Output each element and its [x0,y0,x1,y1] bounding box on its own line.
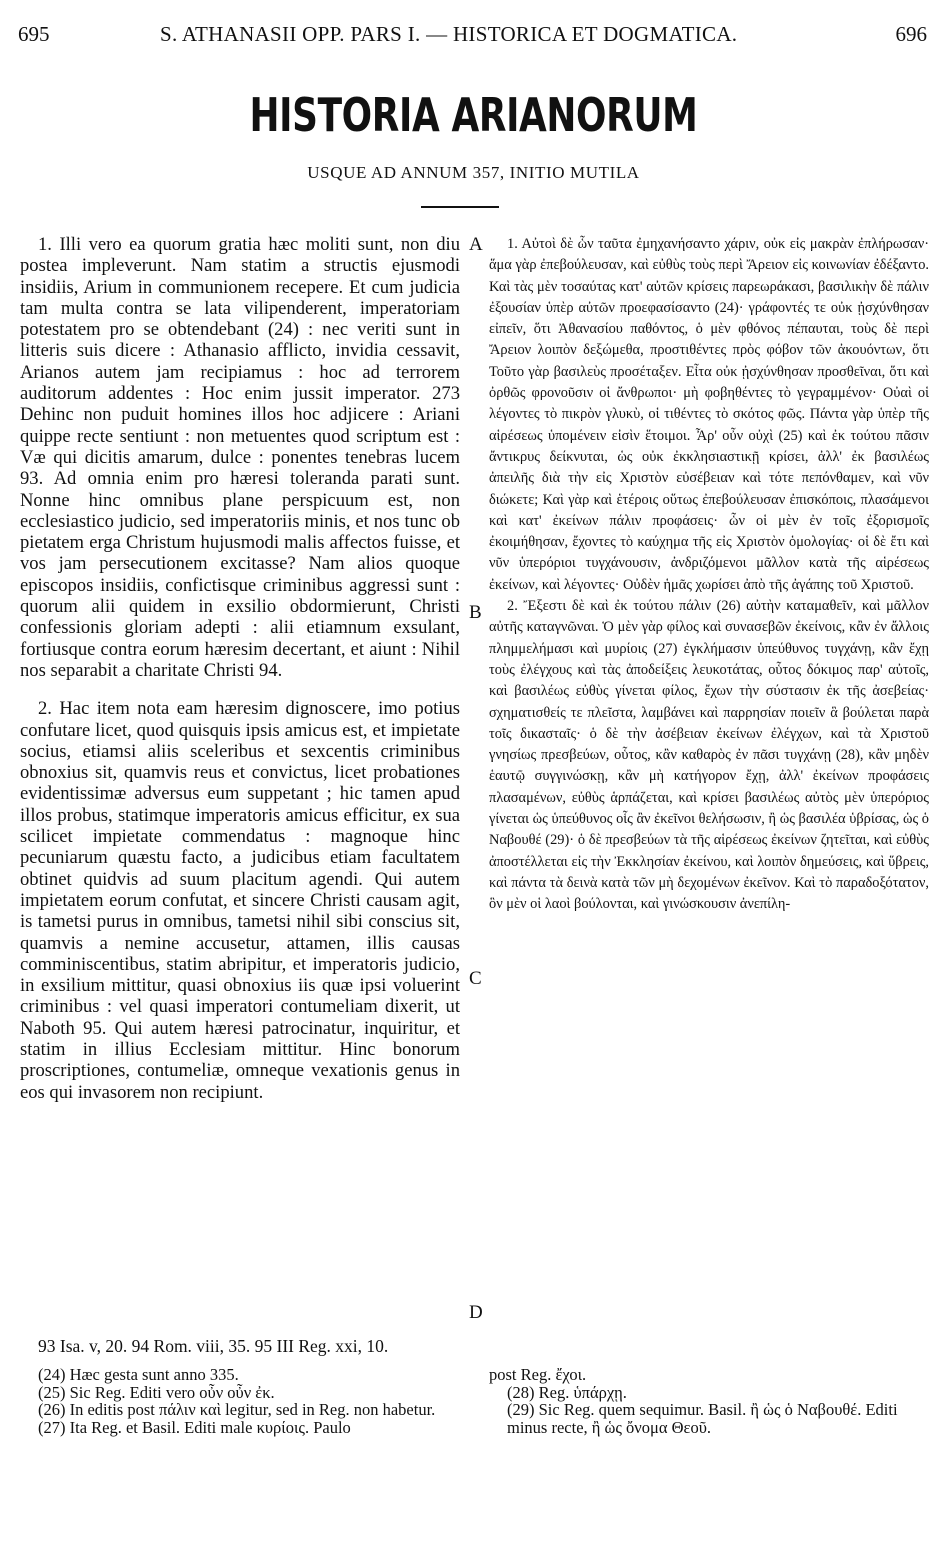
footnotes-left [38,1366,463,1436]
footnote-29: (29) Sic Reg. quem sequimur. Basil. ἢ ὡς ὁ Ναβουθέ. Editi minus recte, ἢ ὡς ὄνομα Θεοῦ. [507,1400,898,1437]
title-rule [421,206,499,208]
running-header [0,22,947,52]
margin-letter-c: C [469,968,482,989]
footnote-26: (26) In editis post πάλιν καὶ legitur, sed in Reg. non habetur. [38,1400,436,1419]
page-subtitle: USQUE AD ANNUM 357, INITIO MUTILA [307,163,640,182]
greek-column [489,234,929,916]
footnote-28: (28) Reg. ὑπάρχῃ. [507,1382,627,1402]
footnote-27-continued: post Reg. ἔχοι. [489,1365,587,1384]
latin-paragraph-2: 2. Hac item nota eam hæresim dignoscere, imo potius confutare licet, quod quisquis ipsis amicus est, et impietate socius, etiamsi aliis sceleribus et sexcentis criminibus obnoxius sit, quamvis reus et convictus, licet probationes evidentissimæ adversus eum suppetant ; hic tamen apud illos probus, statimque imperatoris amicus efficitur, ex sua scilicet impietate commendatus : magnoque hinc pecuniarum quæstu facto, a judicibus etiam facultatem obtinet quidvis ad suum placitum agendi. Qui autem impietatem eorum confutat, et sincere Christi causam agit, is tametsi purus in omnibus, tametsi nihil sibi conscius sit, quamvis a nemine accusetur, attamen, illis causas comminiscentibus, statim abripitur, et imperatoris judicio, in exsilium mittitur, quasi obnoxius iis quæ ipsi voluerint criminibus : vel quasi imperatori contumeliam dixerit, ut Naboth 95. Qui autem hæresi patrocinatur, inquiritur, et statim in illius Ecclesiam mittitur. Hinc bonorum proscriptiones, contumeliæ, omneque vexationis genus in eos qui invasorem non recipiunt. [20,698,460,1103]
greek-paragraph-1: 1. Αὐτοὶ δὲ ὧν ταῦτα ἐμηχανήσαντο χάριν, οὐκ εἰς μακρὰν ἐπλήρωσαν· ἅμα γὰρ ἐπεβούλευσαν, καὶ εὐθὺς τοὺς περὶ Ἄρειον εἰς κοινωνίαν ἐδέξαντο. Καὶ τὰς μὲν τοσαύτας κατ' αὐτῶν κρίσεις παρεωράκασι, βασιλικὴν δὲ πάλιν ἐξουσίαν ὑπὲρ αὐτῶν προεφασίσαντο (24)· γράφοντές τε οὐκ ᾐσχύνθησαν εἰπεῖν, ὅτι Ἀθανασίου παθόντος, ὁ μὲν φθόνος πέπαυται, τοὺς δὲ περὶ Ἄρειον λοιπὸν δεξώμεθα, προστιθέντες πρὸς φόβον τῶν ἀκουόντων, ὅτι Τοῦτο γὰρ βασιλεὺς προσέταξεν. Εἶτα οὐκ ᾐσχύνθησαν προσθεῖναι, ὅτι καὶ ὀρθῶς φρονοῦσιν οἱ ἄνθρωποι· μὴ φοβηθέντες τὸ γεγραμμένον· Οὐαὶ οἱ λέγοντες τὸ πικρὸν γλυκὺ, οἱ τιθέντες τὸ σκότος φῶς. Πάντα γὰρ ὑπὲρ τῆς αἱρέσεως ὑπομένειν εἰσὶν ἕτοιμοι. Ἆρ' οὖν οὐχὶ (25) καὶ ἐκ τούτου πᾶσιν ἄντικρυς δείκνυται, ὡς οὐκ ἐκκλησιαστικῇ κρίσει, ἀλλ' ἐκ βασιλέως ἀπειλῆς διὰ τὴν εἰς Χριστὸν εὐσέβειαν καὶ τότε πεπόνθαμεν, καὶ νῦν διώκετε; Καὶ γὰρ καὶ ἑτέροις οὕτως ἐπεβούλευσαν ἐπισκόποις, πλασάμενοι καὶ κατ' ἐκείνων πάλιν προφάσεις· ὧν οἱ μὲν ἐν τοῖς ἐξορισμοῖς ἐκοιμήθησαν, ἔχοντες τὸ καύχημα τῆς εἰς Χριστὸν ὁμολογίας· οἱ δὲ ἔτι καὶ νῦν ὑπερόριοι τυγχάνουσιν, ἀνδριζόμενοι μᾶλλον κατὰ τῆς αἱρέσεως ἐκείνων, καὶ λέγοντες· Οὐδὲν ἡμᾶς χωρίσει ἀπὸ τῆς ἀγάπης τοῦ Χριστοῦ. [489,236,929,593]
page-title: HISTORIA ARIANORUM [249,88,698,142]
footnote-24: (24) Hæc gesta sunt anno 335. [38,1365,239,1384]
margin-letter-d: D [469,1302,483,1323]
latin-paragraph-1: 1. Illi vero ea quorum gratia hæc moliti sunt, non diu postea impleverunt. Nam statim a structis ejusmodi insidiis, Arium in communionem recepere. Et cum judicia tam multa contra se lata vilipenderent, imperatoriam potestatem pro se obtendebant (24) : nec veriti sunt in litteris suis dicere : Athanasio afflicto, invidia cessavit, Arianos autem jam recipiamus : hoc ad terrorem auditorum addentes : Hoc enim jussit imperator. 273 Dehinc non puduit homines illos hoc adjicere : Ariani quippe recte sentiunt : non metuentes quod scriptum est : Væ qui dicitis amarum, dulce : ponentes tenebras lucem 93. Ad omnia enim pro hæresi toleranda parati sunt. Nonne hinc omnibus plane perspicuum est, non ecclesiastico judicio, sed imperatoriis minis, et nos tunc ob pietatem erga Christum hujusmodi malis affectos fuisse, et vos jam persecutionem excitasse? Nam alios quoque episcopos insidiis, confictisque criminibus aggressi sunt : quorum alii quidem in exsilio obdormierunt, Christi confessionis gloriam adepti : alii etiamnum exsulant, fortiusque contra eorum hæresim decertant, et aiunt : Nihil nos separabit a charitate Christi 94. [20,234,460,681]
scripture-references: 93 Isa. v, 20. 94 Rom. viii, 35. 95 III Reg. xxi, 10. [38,1336,389,1356]
footnote-25: (25) Sic Reg. Editi vero οὖν οὖν ἐκ. [38,1382,275,1402]
page-number-right: 696 [895,22,927,46]
page-number-left: 695 [18,22,50,46]
running-title: S. ATHANASII OPP. PARS I. — HISTORICA ET DOGMATICA. [160,22,738,46]
margin-letter-a: A [469,234,483,255]
greek-paragraph-2: 2. Ἔξεστι δὲ καὶ ἐκ τούτου πάλιν (26) αὐτὴν καταμαθεῖν, καὶ μᾶλλον αὐτῆς καταγνῶναι. Ὁ μὲν γὰρ φίλος καὶ συνασεβῶν ἐκείνοις, κἂν ἐν ἄλλοις πλημμελήμασι καὶ μυρίοις (27) ἐγκλήμασιν ὑπεύθυνος τυγχάνῃ, κἂν ἔχῃ τοὺς ἐλέγχους καὶ τὰς ἀποδείξεις λευκοτάτας, οὗτος δόκιμος παρ' αὐτοῖς, καὶ βασιλέως εὐθὺς γίνεται φίλος, ἔχων τὴν σύστασιν ἐκ τῆς ἀσεβείας· σχηματισθείς τε πλεῖστα, λαμβάνει καὶ παρρησίαν ποιεῖν ἃ βούλεται παρὰ τοῖς δικασταῖς· ὁ δὲ τὴν ἀσέβειαν ἐκείνων ἐλέγχων, καὶ τὰ Χριστοῦ γνησίως πρεσβεύων, οὗτος, κἂν καθαρὸς ἐν πᾶσι τυγχάνῃ (28), κἂν μηδὲν ἑαυτῷ συγγινώσκῃ, κἂν μὴ κατήγορον ἔχῃ, ἀλλ' ἐκείνων προφάσεις πλασαμένων, εὐθὺς ἁρπάζεται, καὶ κρίσει βασιλέως αὐτὸς μὲν ὑπερόριος γίνεται ὡς ὑπεύθυνος οἷς ἂν ἐκεῖνοι θελήσωσιν, ἢ ὡς βασιλέα ὑβρίσας, ὡς ὁ Ναβουθέ (29)· ὁ δὲ πρεσβεύων τὰ τῆς αἱρέσεως ἐκείνων ζητεῖται, καὶ εὐθὺς ἀποστέλλεται εἰς τὴν Ἐκκλησίαν ἐκείνου, καὶ λοιπὸν δημεύσεις, καὶ ὕβρεις, καὶ πάντα τὰ δεινὰ κατὰ τῶν μὴ δεχομένων ἐκεῖνον. Καὶ τὸ παραδοξότατον, ὃν μὲν οἱ λαοὶ βούλονται, καὶ γινώσκουσιν ἀνεπίλη- [489,598,929,913]
margin-letter-b: B [469,602,482,623]
footnote-27: (27) Ita Reg. et Basil. Editi male κυρίοις. Paulo [38,1417,351,1437]
footnotes-right [489,1366,919,1436]
latin-column [20,234,460,1103]
